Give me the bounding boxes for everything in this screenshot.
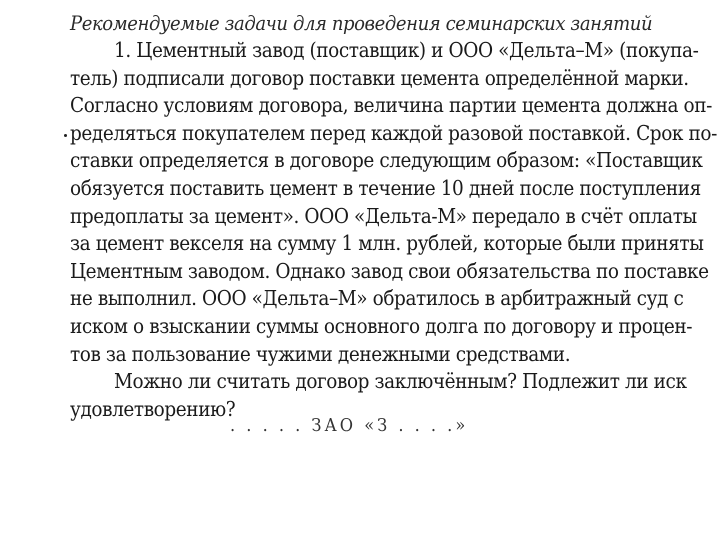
text-line: за цемент векселя на сумму 1 млн. рублей, которые были приняты xyxy=(70,231,704,256)
footer-fragment: . . . . . ЗАО «З . . . .» xyxy=(230,415,469,437)
problem-paragraph xyxy=(70,37,717,368)
text-line: не выполнил. ООО «Дельта–М» обратилось в арбитражный суд с xyxy=(70,286,684,311)
problem-number: 1. xyxy=(114,38,131,62)
text-line: предоплаты за цемент». ООО «Дельта-М» передало в счёт оплаты xyxy=(70,203,697,228)
question-line: Можно ли считать договор заключённым? Подлежит ли иск xyxy=(114,369,687,394)
cropped-footer xyxy=(70,415,680,437)
text-line: иском о взыскании суммы основного долга по договору и процен- xyxy=(70,313,693,338)
text-line: Согласно условиям договора, величина партии цемента должна оп- xyxy=(70,93,712,118)
text-line: 1. Цементный завод (поставщик) и ООО «Дельта–М» (покупа- xyxy=(114,38,699,62)
cropped-header xyxy=(70,9,680,35)
text-line: тель) подписали договор поставки цемента определённой марки. xyxy=(70,65,689,90)
text-line: тов за пользование чужими денежными средствами. xyxy=(70,341,571,366)
text-line: обязуется поставить цемент в течение 10 дней после поступления xyxy=(70,175,701,200)
scan-speck xyxy=(64,134,67,137)
document-text xyxy=(70,11,717,437)
header-fragment: Рекомендуемые задачи для проведения семинарских занятий xyxy=(70,11,653,35)
text-line: Цементным заводом. Однако завод свои обязательства по поставке xyxy=(70,258,709,283)
text-line: ределяться покупателем перед каждой разовой поставкой. Срок по- xyxy=(70,120,717,145)
question-line: удовлетворению? xyxy=(70,396,236,421)
text-line: ставки определяется в договоре следующим образом: «Поставщик xyxy=(70,148,703,173)
